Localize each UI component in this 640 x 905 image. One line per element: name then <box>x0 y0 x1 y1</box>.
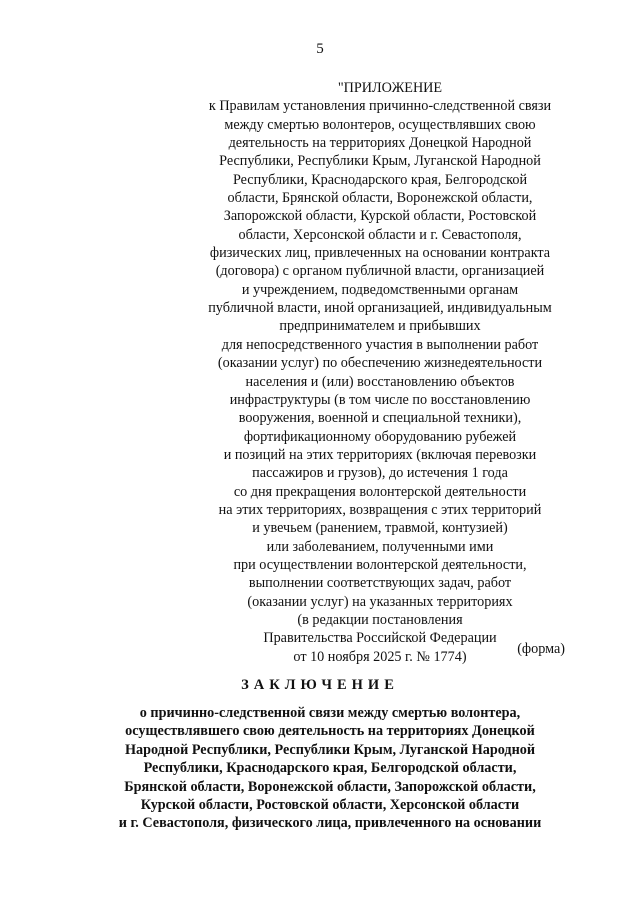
appendix-line: со дня прекращения волонтерской деятельности <box>233 483 527 500</box>
appendix-line: предпринимателем и прибывших <box>279 318 481 335</box>
subtitle-line: и г. Севастополя, физического лица, привлеченного на основании <box>118 815 542 832</box>
subtitle-line: Курской области, Ростовской области, Херсонской области <box>140 797 520 814</box>
appendix-line: физических лиц, привлеченных на основании контракта <box>209 245 551 262</box>
appendix-line: (договора) с органом публичной власти, организацией <box>215 263 545 280</box>
appendix-line: населения и (или) восстановлению объектов <box>245 373 515 390</box>
page-number: 5 <box>316 41 324 57</box>
appendix-line: "ПРИЛОЖЕНИЕ <box>337 80 443 96</box>
appendix-line: и позиций на этих территориях (включая перевозки <box>223 446 537 463</box>
appendix-line: Республики, Краснодарского края, Белгородской <box>232 171 528 188</box>
appendix-line: и учреждением, подведомственными органам <box>241 281 519 298</box>
appendix-line: для непосредственного участия в выполнении работ <box>221 336 539 353</box>
document-heading: ЗАКЛЮЧЕНИЕ <box>241 677 399 693</box>
appendix-line: от 10 ноября 2025 г. № 1774) <box>293 648 467 665</box>
subtitle-line: осуществлявшего свою деятельность на территориях Донецкой <box>125 723 535 740</box>
appendix-line: фортификационному оборудованию рубежей <box>243 428 517 445</box>
appendix-line: к Правилам установления причинно-следственной связи <box>208 98 552 115</box>
appendix-line: инфраструктуры (в том числе по восстановлению <box>229 391 531 408</box>
document-subtitle <box>60 704 600 833</box>
appendix-header <box>180 79 580 666</box>
appendix-line: пассажиров и грузов), до истечения 1 года <box>252 465 508 482</box>
appendix-line: вооружения, военной и специальной техники), <box>238 410 522 427</box>
appendix-line: и увечьем (ранением, травмой, контузией) <box>252 520 508 537</box>
appendix-line: Республики, Республики Крым, Луганской Народной <box>219 153 541 170</box>
appendix-line: (в редакции постановления <box>297 611 463 628</box>
appendix-line: области, Брянской области, Воронежской области, <box>227 190 533 207</box>
appendix-line: (оказании услуг) по обеспечению жизнедеятельности <box>217 355 543 372</box>
appendix-line: области, Херсонской области и г. Севастополя, <box>238 226 522 243</box>
appendix-line: Запорожской области, Курской области, Ростовской <box>223 208 537 225</box>
form-label: (форма) <box>517 641 565 657</box>
subtitle-line: Народной Республики, Республики Крым, Луганской Народной <box>124 741 536 758</box>
subtitle-line: о причинно-следственной связи между смертью волонтера, <box>139 705 521 721</box>
appendix-line: деятельность на территориях Донецкой Народной <box>228 135 532 152</box>
appendix-line: на этих территориях, возвращения с этих территорий <box>218 501 542 518</box>
appendix-line: публичной власти, иной организацией, индивидуальным <box>208 300 552 317</box>
appendix-line: при осуществлении волонтерской деятельности, <box>233 556 527 573</box>
appendix-line: или заболеванием, полученными ими <box>266 538 494 555</box>
appendix-line: выполнении соответствующих задач, работ <box>248 575 512 592</box>
subtitle-line: Брянской области, Воронежской области, Запорожской области, <box>124 778 536 795</box>
appendix-line: (оказании услуг) на указанных территориях <box>247 593 513 610</box>
subtitle-line: Республики, Краснодарского края, Белгородской области, <box>143 760 517 777</box>
appendix-line: между смертью волонтеров, осуществлявших свою <box>224 116 536 133</box>
appendix-line: Правительства Российской Федерации <box>263 630 497 647</box>
